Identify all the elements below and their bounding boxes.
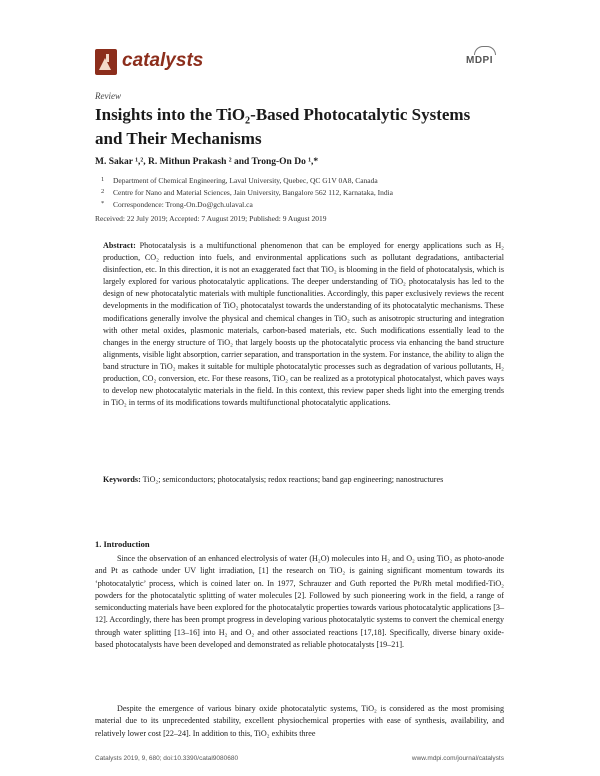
section-title: 1. Introduction	[95, 539, 150, 549]
flask-neck-icon	[106, 54, 109, 62]
journal-logo-icon	[95, 49, 117, 75]
journal-name: catalysts	[122, 50, 204, 71]
keywords	[103, 474, 504, 486]
intro-paragraph-2: Despite the emergence of various binary oxide photocatalytic systems, TiO₂ is considered as the most promising material due to its unprecedented stability, excellent physiochemical properties with ease of synthesis, availability, and relatively lower cost [22–24]. In addition to this, TiO₂ exhibits three	[95, 704, 504, 738]
intro-paragraph-1: Since the observation of an enhanced electrolysis of water (H₂O) molecules into H₂ and O₂ using TiO₂ as photo-anode and Pt as cathode under UV light irradiation, [1] the research on TiO₂ is gaining significant momentum towards its ‘photocatalytic’ process, which is coined later on. In 1977, Schrauzer and Guth reported the Pt/Rh metal modified-TiO₂ powders for the photocatalytic splitting of water molecules [2]. Followed by such pioneering work in the field, a range of semiconducting materials have been explored for the photocatalytic properties towards various photocatalytic applications [3–12]. Accordingly, there has been prompt progress in developing various photocatalytic systems to convert the chemical energy through water splitting [13–16] into H₂ and O₂ and other associated reactions [17,18]. Specifically, diverse binary oxide-based photocatalysts have been developed and demonstrated as reliable photocatalysts [19–21].	[95, 554, 504, 650]
correspondence-mark: *	[101, 200, 105, 207]
title-line-2: and Their Mechanisms	[95, 129, 262, 148]
article-type: Review	[95, 91, 121, 101]
abstract	[103, 240, 504, 409]
footer-citation: Catalysts 2019, 9, 680; doi:10.3390/catal9080680	[95, 755, 239, 762]
affiliation-text: Centre for Nano and Material Sciences, Jain University, Bangalore 562 112, Karnataka, India	[113, 188, 393, 197]
footer-website[interactable]: www.mdpi.com/journal/catalysts	[411, 755, 504, 762]
author-list: M. Sakar ¹,², R. Mithun Prakash ² and Trong-On Do ¹,*	[95, 157, 319, 167]
correspondence-email[interactable]: Correspondence: Trong-On.Do@gch.ulaval.ca	[113, 200, 253, 209]
keywords-label: Keywords:	[103, 475, 141, 484]
affiliation-text: Department of Chemical Engineering, Laval University, Quebec, QC G1V 0A8, Canada	[113, 176, 378, 185]
keywords-text: TiO₂; semiconductors; photocatalysis; redox reactions; band gap engineering; nanostructures	[142, 475, 444, 484]
article-title	[95, 103, 515, 151]
affiliation-mark: 2	[101, 188, 105, 195]
flask-icon	[99, 58, 111, 70]
mdpi-logo-icon	[474, 46, 496, 55]
title-line-1: Insights into the TiO₂-Based Photocatalytic Systems	[95, 105, 471, 124]
publication-dates: Received: 22 July 2019; Accepted: 7 August 2019; Published: 9 August 2019	[95, 214, 327, 223]
affiliation-mark: 1	[101, 176, 105, 183]
abstract-label: Abstract:	[103, 241, 136, 250]
publisher-name: MDPI	[466, 55, 493, 66]
abstract-text: Photocatalysis is a multifunctional phenomenon that can be employed for energy applications such as H₂ production, CO₂ reduction into fuels, and environmental applications such as pollutant degradations, antibacterial disinfection, etc. In this direction, it is not an exaggerated fact that TiO₂ is blooming in the field of photocatalysis, which is largely explored for various photocatalytic applications. The deeper understanding of TiO₂ photocatalysis has led to the design of new photocatalytic materials with multiple functionalities. Accordingly, this paper exclusively reviews the recent developments in the modification of TiO₂ photocatalyst towards the understanding of its photocatalytic mechanisms. These modifications generally involve the physical and chemical changes in TiO₂ such as anisotropic structuring and integration with other metal oxides, plasmonic materials, carbon-based materials, etc. Such modifications essentially lead to the changes in the energy structure of TiO₂ that largely boosts up the photocatalytic process via enhancing the band structure alignments, visible light absorption, carrier separation, and transportation in the system. For instance, the ability to align the band structure in TiO₂ makes it suitable for multiple photocatalytic processes such as degradation of various pollutants, H₂ production, CO₂ conversion, etc. For these reasons, TiO₂ can be realized as a prototypical photocatalyst, which paves ways to develop new photocatalytic materials in the field. In this context, this review paper sheds light into the emerging trends in TiO₂ in terms of its modifications towards multifunctional photocatalytic applications.	[103, 241, 505, 408]
